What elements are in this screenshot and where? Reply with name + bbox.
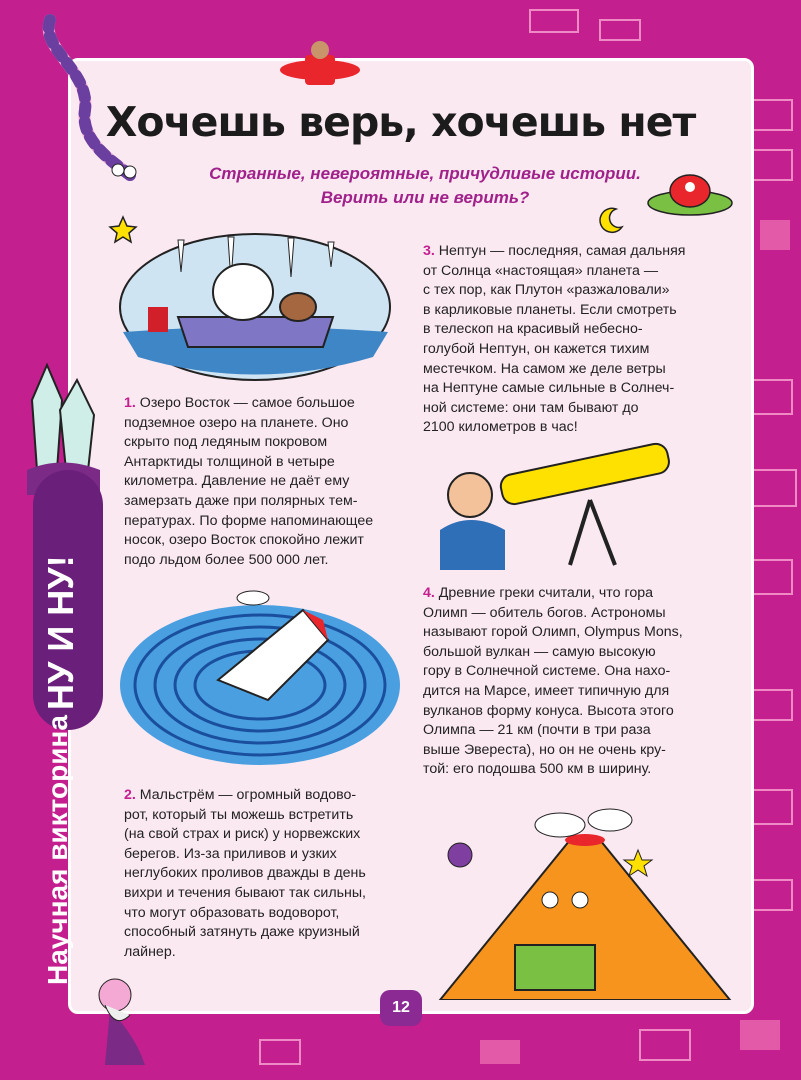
- fact-line: скрыто под ледяным покровом: [124, 434, 328, 451]
- volcano-illustration: [400, 800, 740, 1000]
- fact-2: [124, 786, 414, 962]
- fact-line: 3. Нептун — последняя, самая дальняя: [423, 243, 686, 259]
- fact-1: [124, 394, 414, 570]
- fact-line: дится на Марсе, имеет типичную для: [423, 682, 670, 699]
- fact-number: 3.: [423, 243, 435, 259]
- fact-line: ной системе: они там бывают до: [423, 399, 639, 416]
- sidebar-badge: НУ И НУ!: [40, 555, 81, 710]
- lake-vostok-illustration: [118, 232, 393, 382]
- fact-line: 4. Древние греки считали, что гора: [423, 585, 654, 601]
- fact-line: выше Эвереста), но он не очень кру-: [423, 741, 666, 758]
- page-title: Хочешь верь, хочешь нет: [105, 98, 696, 146]
- wizard-illustration: [85, 975, 175, 1065]
- fact-3: [423, 242, 723, 438]
- fact-number: 2.: [124, 787, 136, 803]
- subtitle-line: Верить или не верить?: [320, 188, 530, 207]
- fact-line: вулканов форму конуса. Высота этого: [423, 702, 674, 719]
- page-subtitle: [160, 162, 690, 210]
- fact-line: 1. Озеро Восток — самое большое: [124, 395, 355, 411]
- fact-number: 1.: [124, 395, 136, 411]
- fact-line: той: его подошва 500 км в ширину.: [423, 761, 652, 778]
- fact-line: от Солнца «настоящая» планета —: [423, 262, 659, 279]
- fact-line: Антарктиды толщиной в четыре: [124, 453, 335, 470]
- fact-line: подо льдом более 500 000 лет.: [124, 551, 329, 568]
- fact-line: замерзать даже при полярных тем-: [124, 492, 358, 509]
- fact-line: вихри и течения бывают так сильны,: [124, 884, 367, 901]
- fact-4: [423, 584, 723, 780]
- ufo-icon: [645, 165, 735, 225]
- telescope-illustration: [430, 440, 680, 570]
- fact-number: 4.: [423, 585, 435, 601]
- fact-line: Олимпа — 21 км (почти в три раза: [423, 722, 651, 739]
- sidebar-category: Научная викторина: [42, 715, 73, 985]
- fact-line: подземное озеро на планете. Оно: [124, 414, 349, 431]
- page-number: 12: [380, 990, 422, 1026]
- fact-line: пературах. По форме напоминающее: [124, 512, 374, 529]
- fact-line: с тех пор, как Плутон «разжаловали»: [423, 282, 670, 299]
- plane-illustration: [270, 35, 370, 95]
- maelstrom-illustration: [118, 590, 403, 770]
- fact-line: в карликовые планеты. Если смотреть: [423, 301, 677, 318]
- fact-line: что могут образовать водоворот,: [124, 904, 340, 921]
- subtitle-line: Странные, невероятные, причудливые истории.: [209, 164, 641, 183]
- fact-line: местечком. На самом же деле ветры: [423, 360, 666, 377]
- fact-line: голубой Нептун, он кажется тихим: [423, 340, 650, 357]
- fact-line: неглубоких проливов дважды в день: [124, 865, 366, 882]
- fact-line: 2100 километров в час!: [423, 419, 578, 436]
- fact-line: (на свой страх и риск) у норвежских: [124, 826, 361, 843]
- fact-line: способный затянуть даже круизный: [124, 924, 360, 941]
- fact-line: на Нептуне самые сильные в Солнеч-: [423, 380, 675, 397]
- fact-line: берегов. Из-за приливов и узких: [124, 845, 337, 862]
- fact-line: 2. Мальстрём — огромный водово-: [124, 787, 357, 803]
- fact-line: Олимп — обитель богов. Астрономы: [423, 604, 666, 621]
- fact-line: носок, озеро Восток спокойно лежит: [124, 532, 364, 549]
- fact-line: большой вулкан — самую высокую: [423, 643, 656, 660]
- fact-line: рот, который ты можешь встретить: [124, 806, 354, 823]
- fact-line: гору в Солнечной системе. Она нахо-: [423, 663, 671, 680]
- fact-line: называют горой Олимп, Olympus Mons,: [423, 624, 683, 641]
- fact-line: километра. Давление не даёт ему: [124, 473, 350, 490]
- moon-icon: [596, 205, 626, 235]
- fact-line: в телескоп на красивый небесно-: [423, 321, 643, 338]
- fact-line: лайнер.: [124, 943, 176, 960]
